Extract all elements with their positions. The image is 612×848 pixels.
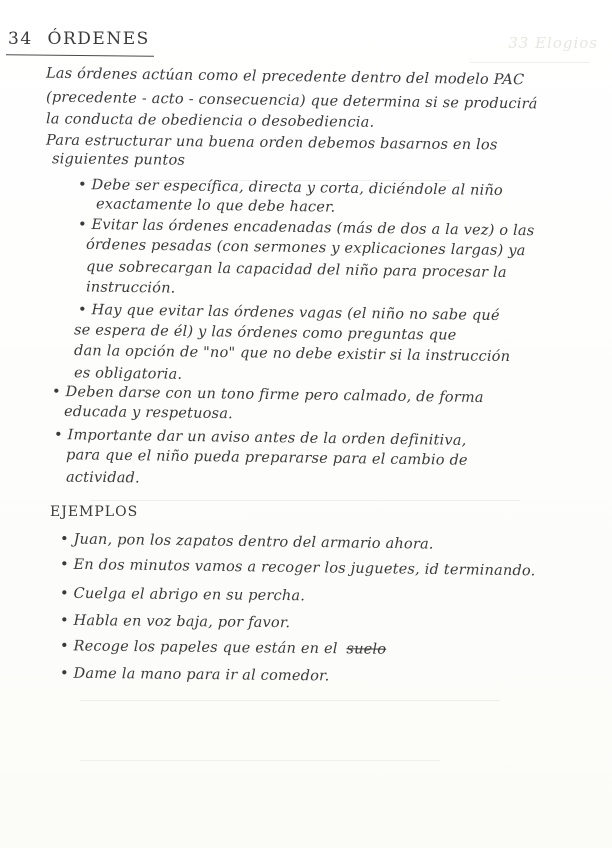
example-line: • Cuelga el abrigo en su percha.: [59, 585, 306, 605]
intro-line: siguientes puntos: [51, 151, 186, 169]
example-line: • Habla en voz baja, por favor.: [59, 612, 291, 632]
point-line: para que el niño pueda prepararse para el cambio de: [65, 447, 468, 469]
point-line: instrucción.: [85, 279, 176, 297]
title-underline: [6, 54, 154, 57]
example-line: • Dame la mano para ir al comedor.: [59, 665, 330, 685]
point-line: • Evitar las órdenes encadenadas (más de dos a la vez) o las: [77, 216, 535, 240]
intro-line: Para estructurar una buena orden debemos basarnos en los: [45, 132, 498, 154]
intro-line: (precedente - acto - consecuencia) que determina si se producirá: [45, 89, 538, 113]
bleed-through-line: [80, 760, 440, 761]
point-line: órdenes pesadas (con sermones y explicaciones largas) ya: [85, 236, 526, 260]
bleed-through-title: 33 Elogios: [508, 34, 598, 52]
point-line: educada y respetuosa.: [63, 403, 234, 423]
intro-line: la conducta de obediencia o desobediencia.: [45, 111, 375, 131]
intro-line: Las órdenes actúan como el precedente dentro del modelo PAC: [45, 65, 525, 89]
point-line: exactamente lo que debe hacer.: [95, 196, 336, 216]
bleed-through-line: [80, 700, 500, 701]
point-line: • Debe ser específica, directa y corta, diciéndole al niño: [77, 177, 504, 199]
point-line: • Importante dar un aviso antes de la orden definitiva,: [53, 427, 467, 449]
point-line: que sobrecargan la capacidad del niño para procesar la: [85, 259, 507, 281]
page-title: [8, 29, 150, 49]
example-line: [60, 638, 386, 657]
page-title-text: ÓRDENES: [47, 29, 150, 49]
point-line: es obligatoria.: [73, 365, 183, 383]
point-line: se espera de él) y las órdenes como preguntas que: [73, 322, 457, 344]
example-line: • En dos minutos vamos a recoger los juguetes, id terminando.: [59, 556, 536, 580]
point-line: actividad.: [65, 469, 140, 487]
examples-heading: EJEMPLOS: [50, 504, 139, 520]
page-number: 34: [8, 29, 33, 49]
example-line: • Juan, pon los zapatos dentro del armario ahora.: [59, 531, 434, 553]
struck-word: suelo: [346, 641, 387, 658]
point-line: • Hay que evitar las órdenes vagas (el niño no sabe qué: [77, 302, 500, 324]
point-line: dan la opción de "no" que no debe existir si la instrucción: [73, 342, 511, 366]
bleed-through-line: [90, 500, 520, 501]
bleed-through-line: [470, 62, 590, 63]
example-text: • Recoge los papeles que están en el: [59, 638, 338, 658]
point-line: • Deben darse con un tono firme pero calmado, de forma: [51, 383, 484, 407]
